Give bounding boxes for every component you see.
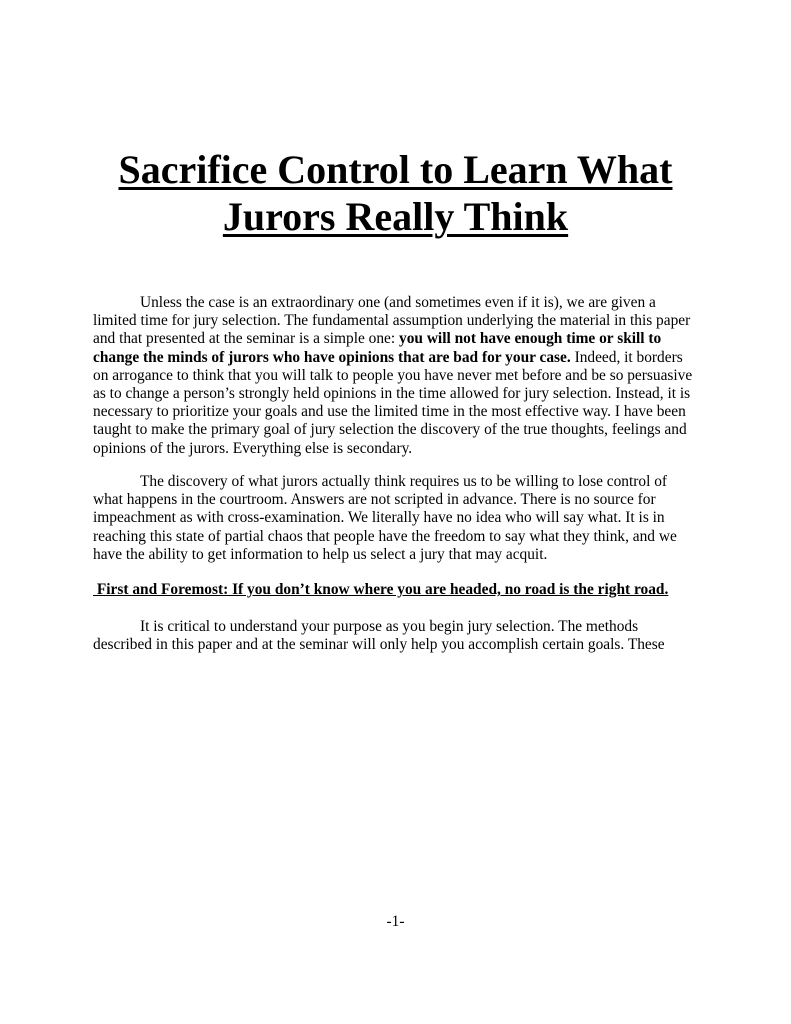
page-title — [60, 146, 731, 240]
paragraph-intro-text-b: Indeed, it borders on arrogance to think that you will talk to people you have never met before and be so persuasive as to change a person’s strongly held opinions in the time allowed for jury selection. Instead, it is necessary to prioritize your goals and use the limited time in the most effective way. I have been taught to make the primary goal of jury selection the discovery of the true thoughts, feelings and opinions of the jurors. Everything else is secondary. — [93, 348, 693, 457]
paragraph-intro-bold-text: you will not have enough time or skill to change the minds of jurors who have opinions that are bad for your case. — [93, 330, 662, 366]
paragraph-discovery — [93, 473, 699, 564]
paragraph-purpose — [93, 618, 699, 654]
page-number: -1- — [386, 913, 405, 930]
section-heading: First and Foremost: If you don’t know where you are headed, no road is the right road. — [93, 581, 669, 598]
paragraph-intro-text-a: Unless the case is an extraordinary one (and sometimes even if it is), we are given a limited time for jury selection. The fundamental assumption underlying the material in this paper and that presented at the seminar is a simple one: — [93, 294, 691, 348]
paragraph-discovery-text: The discovery of what jurors actually think requires us to be willing to lose control of what happens in the courtroom. Answers are not scripted in advance. There is no source for impeachment as with cross-examination. We literally have no idea who will say what. It is in reaching this state of partial chaos that people have the freedom to say what they think, and we have the ability to get information to help us select a jury that may acquit. — [93, 473, 677, 563]
paragraph-purpose-text: It is critical to understand your purpose as you begin jury selection. The methods described in this paper and at the seminar will only help you accomplish certain goals. These — [93, 618, 665, 654]
title-line-1: Sacrifice Control to Learn What — [118, 147, 673, 192]
title-line-2: Jurors Really Think — [222, 194, 569, 239]
paragraph-intro — [93, 294, 699, 458]
